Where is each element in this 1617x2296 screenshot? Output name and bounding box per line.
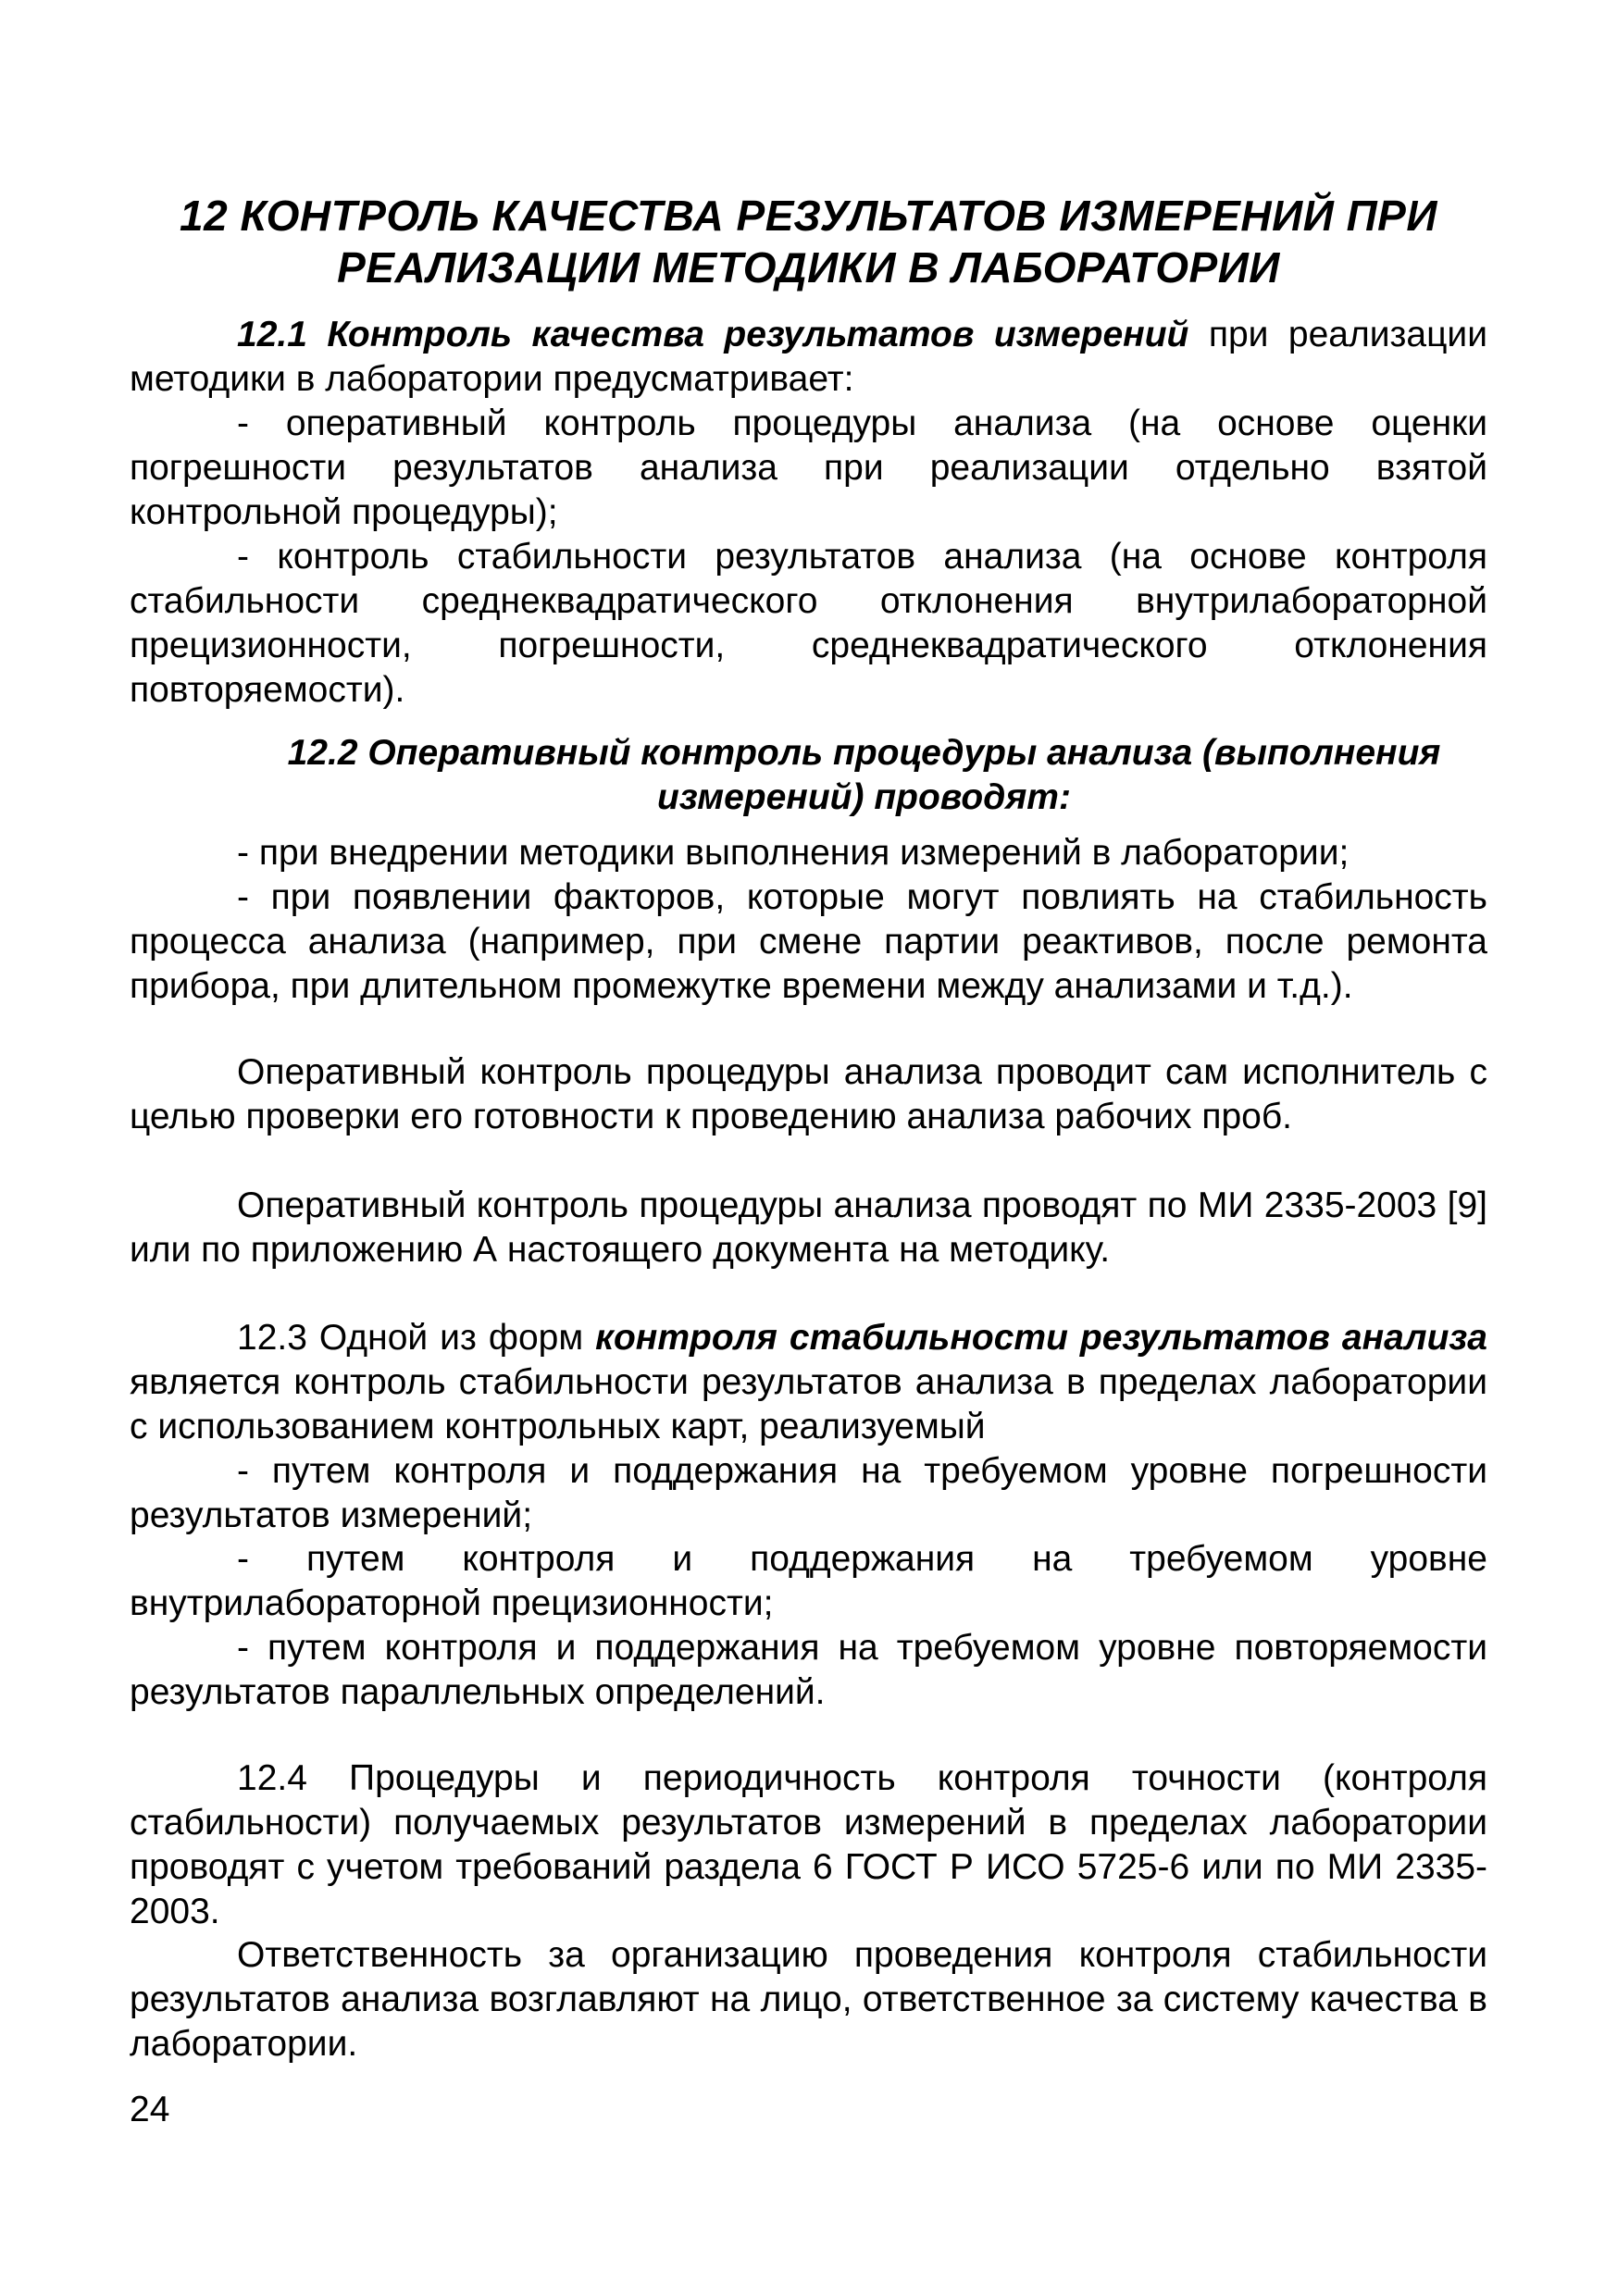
paragraph-12-2-performer: Оперативный контроль процедуры анализа проводит сам исполнитель с целью проверки его готовности к проведению анализа рабочих проб. xyxy=(130,1052,1487,1136)
paragraph-12-1-lead: 12.1 Контроль качества результатов измерений xyxy=(237,315,1189,354)
paragraph-12-3-suffix: является контроль стабильности результатов анализа в пределах лаборатории с использованием контрольных карт, реализуемый xyxy=(130,1362,1487,1446)
paragraph-12-3 xyxy=(130,1316,1487,1449)
list-item-12-1-a: - оперативный контроль процедуры анализа (на основе оценки погрешности результатов анализа при реализации отдельно взятой контрольной процедуры); xyxy=(130,403,1487,532)
paragraph-12-4: 12.4 Процедуры и периодичность контроля точности (контроля стабильности) получаемых результатов измерений в пределах лаборатории проводят с учетом требований раздела 6 ГОСТ Р ИСО 5725-6 или по МИ 2335-2003. xyxy=(130,1758,1487,1931)
paragraph-12-4-responsibility: Ответственность за организацию проведения контроля стабильности результатов анализа возглавляют на лицо, ответственное за систему качества в лаборатории. xyxy=(130,1935,1487,2064)
paragraph-12-1 xyxy=(130,313,1487,402)
section-heading-line-2: РЕАЛИЗАЦИИ МЕТОДИКИ В ЛАБОРАТОРИИ xyxy=(337,243,1280,292)
list-item-12-2-a: - при внедрении методики выполнения измерений в лаборатории; xyxy=(237,833,1350,873)
section-heading-line-1: 12 КОНТРОЛЬ КАЧЕСТВА РЕЗУЛЬТАТОВ ИЗМЕРЕНИЙ ПРИ xyxy=(180,192,1437,240)
list-item-12-2-b: - при появлении факторов, которые могут повлиять на стабильность процесса анализа (например, при смене партии реактивов, после ремонта прибора, при длительном промежутке времени между анализами и т.д.). xyxy=(130,877,1487,1006)
page-number: 24 xyxy=(130,2090,170,2129)
paragraph-12-3-prefix: 12.3 Одной из форм xyxy=(237,1318,596,1358)
list-item-12-3-c: - путем контроля и поддержания на требуемом уровне повторяемости результатов параллельных определений. xyxy=(130,1628,1487,1712)
subsection-heading-12-2-line-1: 12.2 Оперативный контроль процедуры анализа (выполнения xyxy=(287,733,1441,773)
paragraph-12-3-emphasis: контроля стабильности результатов анализа xyxy=(595,1318,1487,1358)
list-item-12-3-a: - путем контроля и поддержания на требуемом уровне погрешности результатов измерений; xyxy=(130,1451,1487,1535)
subsection-heading-12-2-line-2: измерений) проводят: xyxy=(657,777,1071,817)
paragraph-12-1-text: при реализации методики в лаборатории предусматривает: xyxy=(130,315,1487,399)
list-item-12-3-b: - путем контроля и поддержания на требуемом уровне внутрилабораторной прецизионности; xyxy=(130,1539,1487,1623)
list-item-12-1-b: - контроль стабильности результатов анализа (на основе контроля стабильности среднеквадратического отклонения внутрилабораторной прецизионности, погрешности, среднеквадратического отклонения повторяемости). xyxy=(130,537,1487,710)
paragraph-12-2-reference: Оперативный контроль процедуры анализа проводят по МИ 2335-2003 [9] или по приложению А настоящего документа на методику. xyxy=(130,1185,1487,1270)
section-heading xyxy=(130,190,1487,293)
subsection-heading-12-2 xyxy=(130,731,1487,820)
